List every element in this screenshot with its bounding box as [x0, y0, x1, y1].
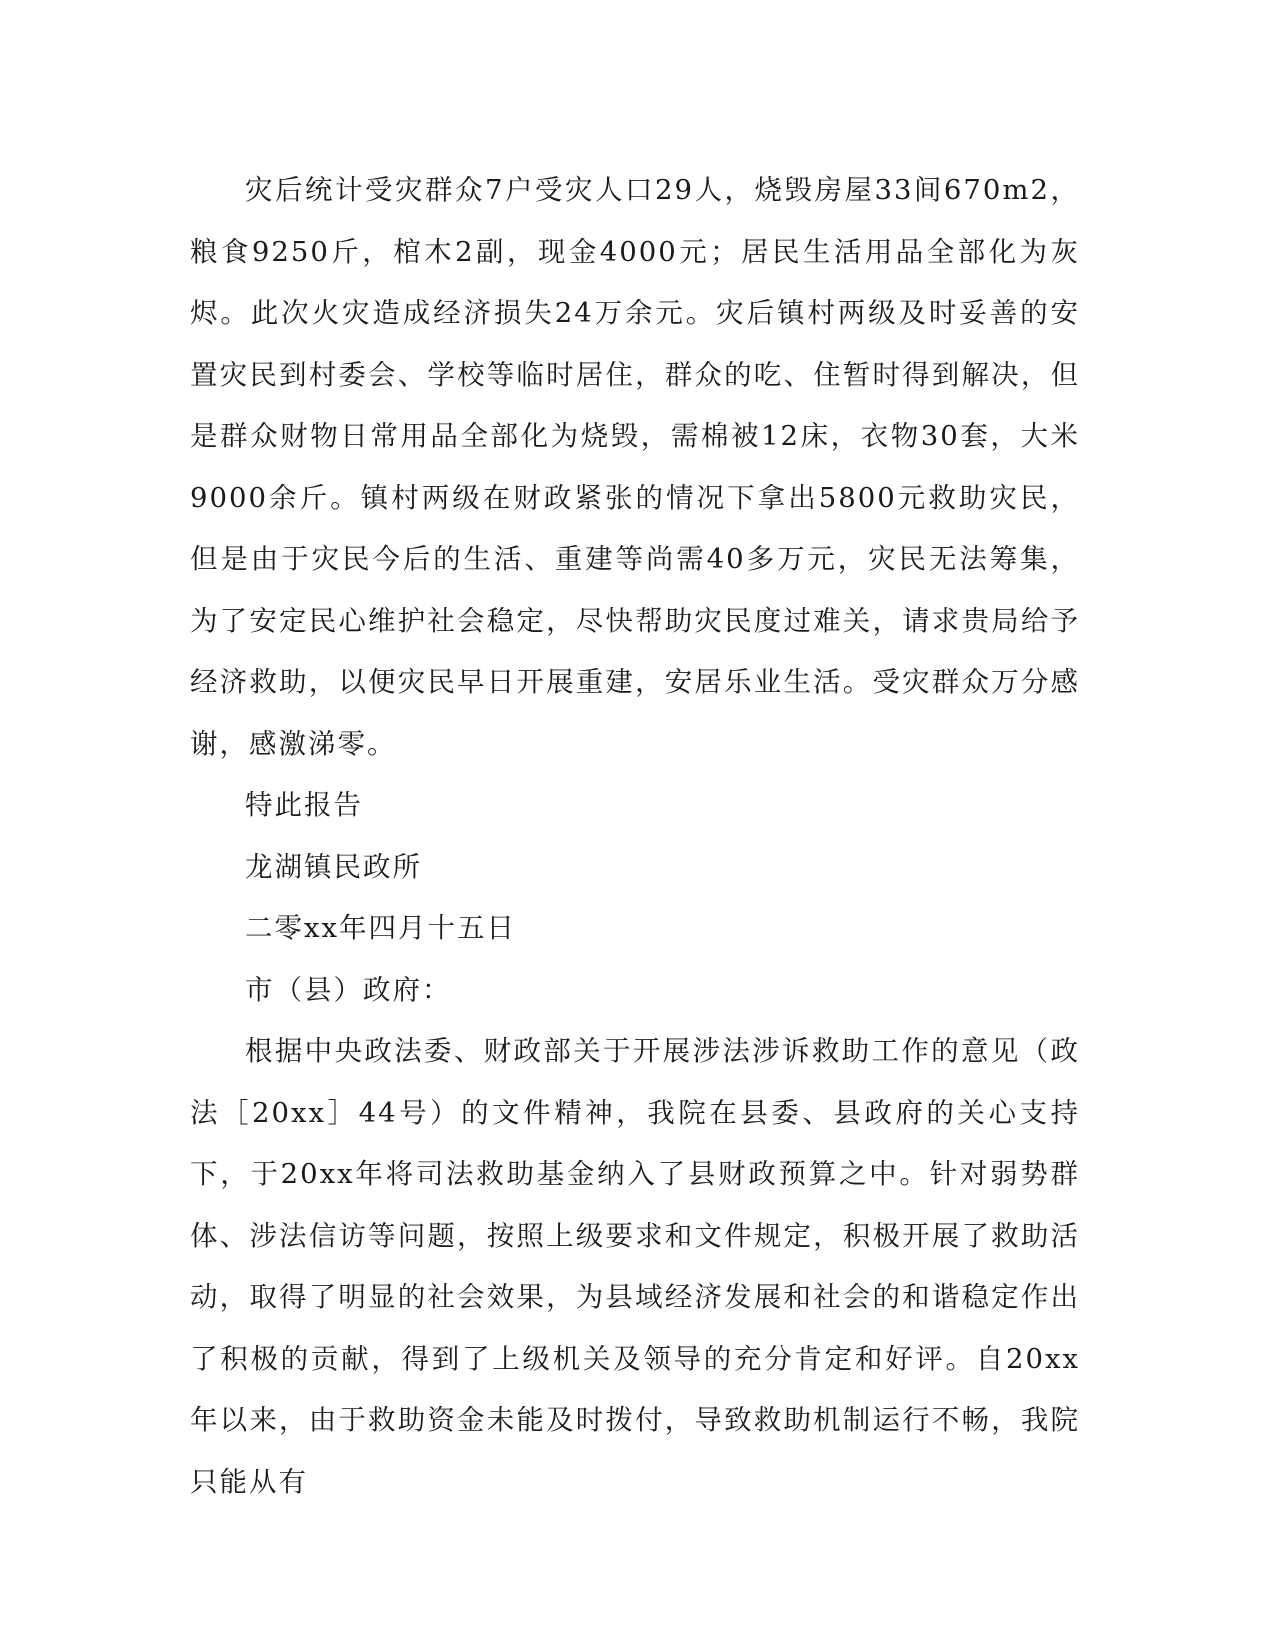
signature-line: 龙湖镇民政所	[245, 850, 422, 883]
date-line: 二零xx年四月十五日	[245, 912, 517, 944]
paragraph-disaster-report: 灾后统计受灾群众7户受灾人口29人，烧毁房屋33间670m2，粮食9250斤，棺木2副，现金4000元；居民生活用品全部化为灰烬。此次火灾造成经济损失24万余元。灾后镇村两级及时妥善的安置灾民到村委会、学校等临时居住，群众的吃、住暂时得到解决，但是群众财物日常用品全部化为烧毁，需棉被12床，衣物30套，大米9000余斤。镇村两级在财政紧张的情况下拿出5800元救助灾民，但是由于灾民今后的生活、重建等尚需40多万元，灾民无法筹集，为了安定民心维护社会稳定，尽快帮助灾民度过难关，请求贵局给予经济救助，以便灾民早日开展重建，安居乐业生活。受灾群众万分感谢，感激涕零。	[190, 174, 1080, 760]
paragraph-judicial-aid: 根据中央政法委、财政部关于开展涉法涉诉救助工作的意见（政法［20xx］44号）的文件精神，我院在县委、县政府的关心支持下，于20xx年将司法救助基金纳入了县财政预算之中。针对弱势群体、涉法信访等问题，按照上级要求和文件规定，积极开展了救助活动，取得了明显的社会效果，为县域经济发展和社会的和谐稳定作出了积极的贡献，得到了上级机关及领导的充分肯定和好评。自20xx年以来，由于救助资金未能及时拨付，导致救助机制运行不畅，我院只能从有	[190, 1035, 1080, 1498]
closing-line: 特此报告	[245, 789, 363, 821]
addressee-line: 市（县）政府：	[245, 973, 452, 1006]
document-body	[190, 160, 1080, 1513]
